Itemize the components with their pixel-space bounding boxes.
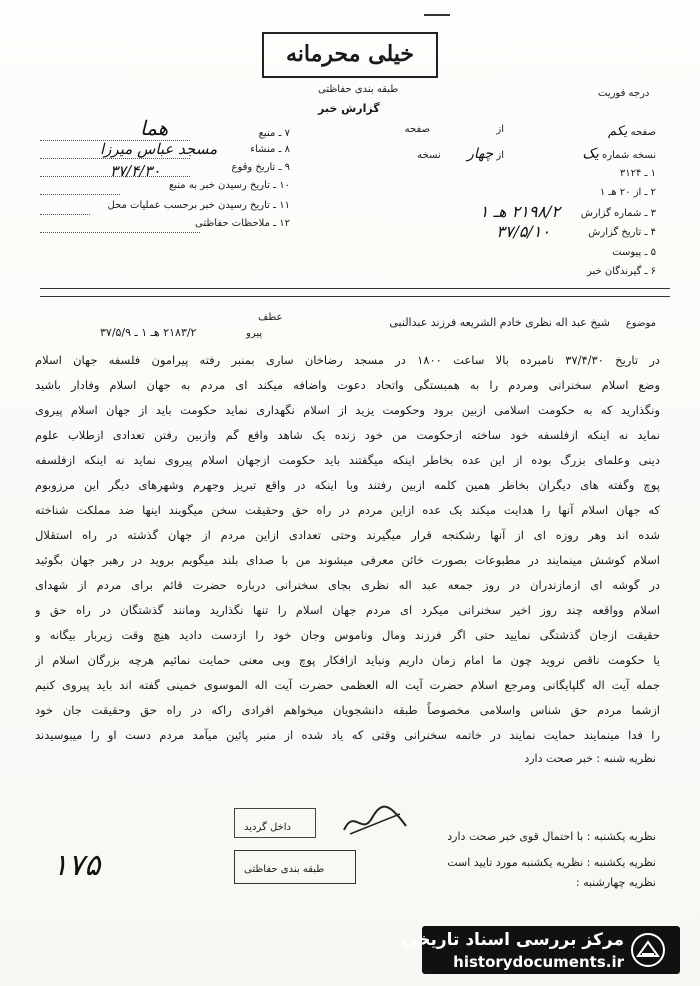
body-line-8: شده اند وهر روزه ای از آنها رشکنجه قرار میگیرند وحتی تعدادی ازاین مردم از جهان گذشته در راه استقلال — [35, 528, 660, 542]
field-event-date: ۹ ـ تاریخ وقوع — [231, 162, 290, 173]
body-line-1: در تاریخ ۳۷/۴/۳۰ نامبرده بالا ساعت ۱۸۰۰ در مسجد رضاخان ساری بمنبر رفته پیرامون فلسفه جهان اسلام — [35, 353, 660, 367]
field-security-notes: ۱۲ ـ ملاحظات حفاظتی — [195, 218, 290, 229]
body-line-9: اسلام کوشش مینمایند در مطبوعات بصورت خائن معرفی میشوند من با صدای بلند میگویم بروید در رهبر جهان بگوئید — [35, 553, 660, 567]
attachment-label: ۵ ـ پیوست — [612, 247, 656, 258]
field-news-received-local: ۱۱ ـ تاریخ رسیدن خبر برحسب عملیات محل — [107, 200, 290, 211]
classification-stamp: خیلی محرمانه — [262, 32, 438, 78]
handwritten-source: هما — [140, 116, 169, 140]
opinion-tuesday: نظریه چهارشنبه : — [575, 876, 656, 889]
ref-prefix: پیرو — [246, 328, 263, 339]
watermark-url: historydocuments.ir — [453, 953, 624, 971]
body-line-3: ونگذارید که به حکومت اسلامی ازبین برود وحکومت یزید از اسلام نگهداری نماید حکومت باید از جهان اسلام پیروی — [35, 403, 660, 417]
margin-number: ۱۷۵ — [52, 848, 101, 883]
recipients-label: ۶ ـ گیرندگان خبر — [586, 266, 656, 277]
report-title: گزارش خبر — [318, 102, 380, 115]
report-number-value: ۲۱۹۸/۲ هـ ۱ — [479, 202, 560, 221]
left-dotted-5 — [40, 214, 90, 215]
field-origin: ۸ ـ منشاء — [250, 144, 290, 155]
field-news-received-source: ۱۰ ـ تاریخ رسیدن خبر به منبع — [168, 180, 290, 191]
ref-label: عطف — [258, 312, 283, 323]
left-dotted-2 — [40, 158, 190, 159]
classification-label: طبقه بندی حفاظتی — [318, 84, 399, 95]
urgency-label: درجه فوریت — [598, 88, 650, 99]
registration-stamp-text: داخل گردید — [244, 822, 291, 833]
body-line-2: وضع اسلام سخنرانی ومردم را به همبستگی واتحاد دعوت واضافه میکند ای مردم به جهان اسلام وفادار باشید — [35, 378, 660, 392]
archive-logo-icon — [630, 932, 666, 968]
body-line-5: دینی وعلمای بزرگ بوده از این عده بخاطر اینکه میگفتند باید حکومت ازجهان اسلام پیروی نماید نه اینکه ازفلسفه — [35, 453, 660, 467]
report-number-label: ۳ ـ شماره گزارش — [580, 208, 656, 219]
page-field: صفحه یکم — [607, 124, 656, 139]
ref-value: ۲۱۸۳/۲ هـ ۱ ـ ۳۷/۵/۹ — [100, 326, 197, 339]
opinion-saturday: نظریه شنبه : خبر صحت دارد — [524, 752, 656, 765]
subject-text: شیخ عبد اله نظری خادم الشریعه فرزند عبدالنبی — [389, 316, 610, 329]
handwritten-origin: مسجد عباس میرزا — [100, 140, 218, 158]
copy-of-field: از چهار نسخه — [417, 146, 504, 162]
opinion-sunday: نظریه یکشنبه : با احتمال قوی خبر صحت دارد — [447, 830, 656, 843]
report-date-label: ۴ ـ تاریخ گزارش — [588, 227, 656, 238]
copy-field: نسخه شماره یک — [582, 146, 656, 162]
body-line-15: ازشما مردم حق شناس واسلامی مخصوصاً طبقه دانشجویان میخواهم افرادی راکه در راه حق وحقیقت جان خود — [35, 703, 660, 717]
left-dotted-6 — [40, 232, 200, 233]
body-line-7: که جهان اسلام آنها را هدایت میکند یک عده ازاین مردم در راه حق وحقیقت سخن میگویند اینها ضد مملکت شناخته — [35, 503, 660, 517]
top-mark — [424, 14, 450, 16]
body-line-6: پوچ وگفته های دیگران بخاطر همین کلمه ازبین رفتند وبا اینکه در واقع تبریز وجهرم وشهرهای دیگر این مرزوبوم — [35, 478, 660, 492]
handwritten-event-date: ۳۷/۴/۳۰ — [110, 162, 161, 180]
separator-2 — [40, 296, 670, 297]
opinion-monday: نظریه یکشنبه : نظریه یکشنبه مورد تایید است — [447, 856, 656, 869]
separator-1 — [40, 288, 670, 289]
body-line-16: را فدا مینمایند حمایت نمایند در خاتمه سخنرانی وقتی که یاد شده از منبر پائین میآمد مردم دست او را میبوسیدند — [35, 728, 660, 742]
body-line-11: اسلام وواقعه چند روز اخیر سخنرانی میکرد ای مردم جهان اسلام را تنها نگذارید ومانند گذشتگان در راه حق و — [35, 603, 660, 617]
field-source: ۷ ـ منبع — [258, 128, 290, 139]
subject-label: موضوع — [625, 318, 656, 329]
row-1: ۱ ـ ۳۱۲۴ — [619, 168, 656, 179]
watermark-title: مرکز بررسی اسناد تاریخی — [401, 930, 624, 950]
body-line-12: حقیقت ازجان گذشتگی نمایید حتی اگر فرزند ومال وناموس وجان خود را ازدست دادید هیچ وقت زیربار بیگانه و — [35, 628, 660, 642]
body-line-10: در گوشه ای ازمازندران در روز جمعه عبد اله نظری بجای سخنرانی درباره حضرت قائم برای مردم از شهدای — [35, 578, 660, 592]
body-line-13: یا حکومت ناقص نروید چون ما امام زمان داریم ونباید ازافکار پوچ وبی معنی حمایت نمائیم هرچه بزرگان اسلام از — [35, 653, 660, 667]
bottom-classification-label: طبقه بندی حفاظتی — [244, 864, 325, 875]
body-line-14: جمله آیت اله گلپایگانی ومرجع اسلام حضرت آیت اله العظمی حضرت آیت اله الموسوی خمینی گفته اند باید پیروی کنیم — [35, 678, 660, 692]
row-2: ۲ ـ از ۲۰ هـ ۱ — [599, 187, 656, 198]
report-date-value: ۳۷/۵/۱۰ — [496, 222, 550, 241]
handwritten-signature — [340, 800, 410, 840]
left-dotted-4 — [40, 194, 120, 195]
page-of-field: از صفحه — [404, 124, 504, 135]
body-line-4: نماید نه اینکه ازفلسفه خود ساخته ازحکومت من خود زنده یک شاهد واقع گم وازبین رفتن تعدادی ازطلاب علوم — [35, 428, 660, 442]
